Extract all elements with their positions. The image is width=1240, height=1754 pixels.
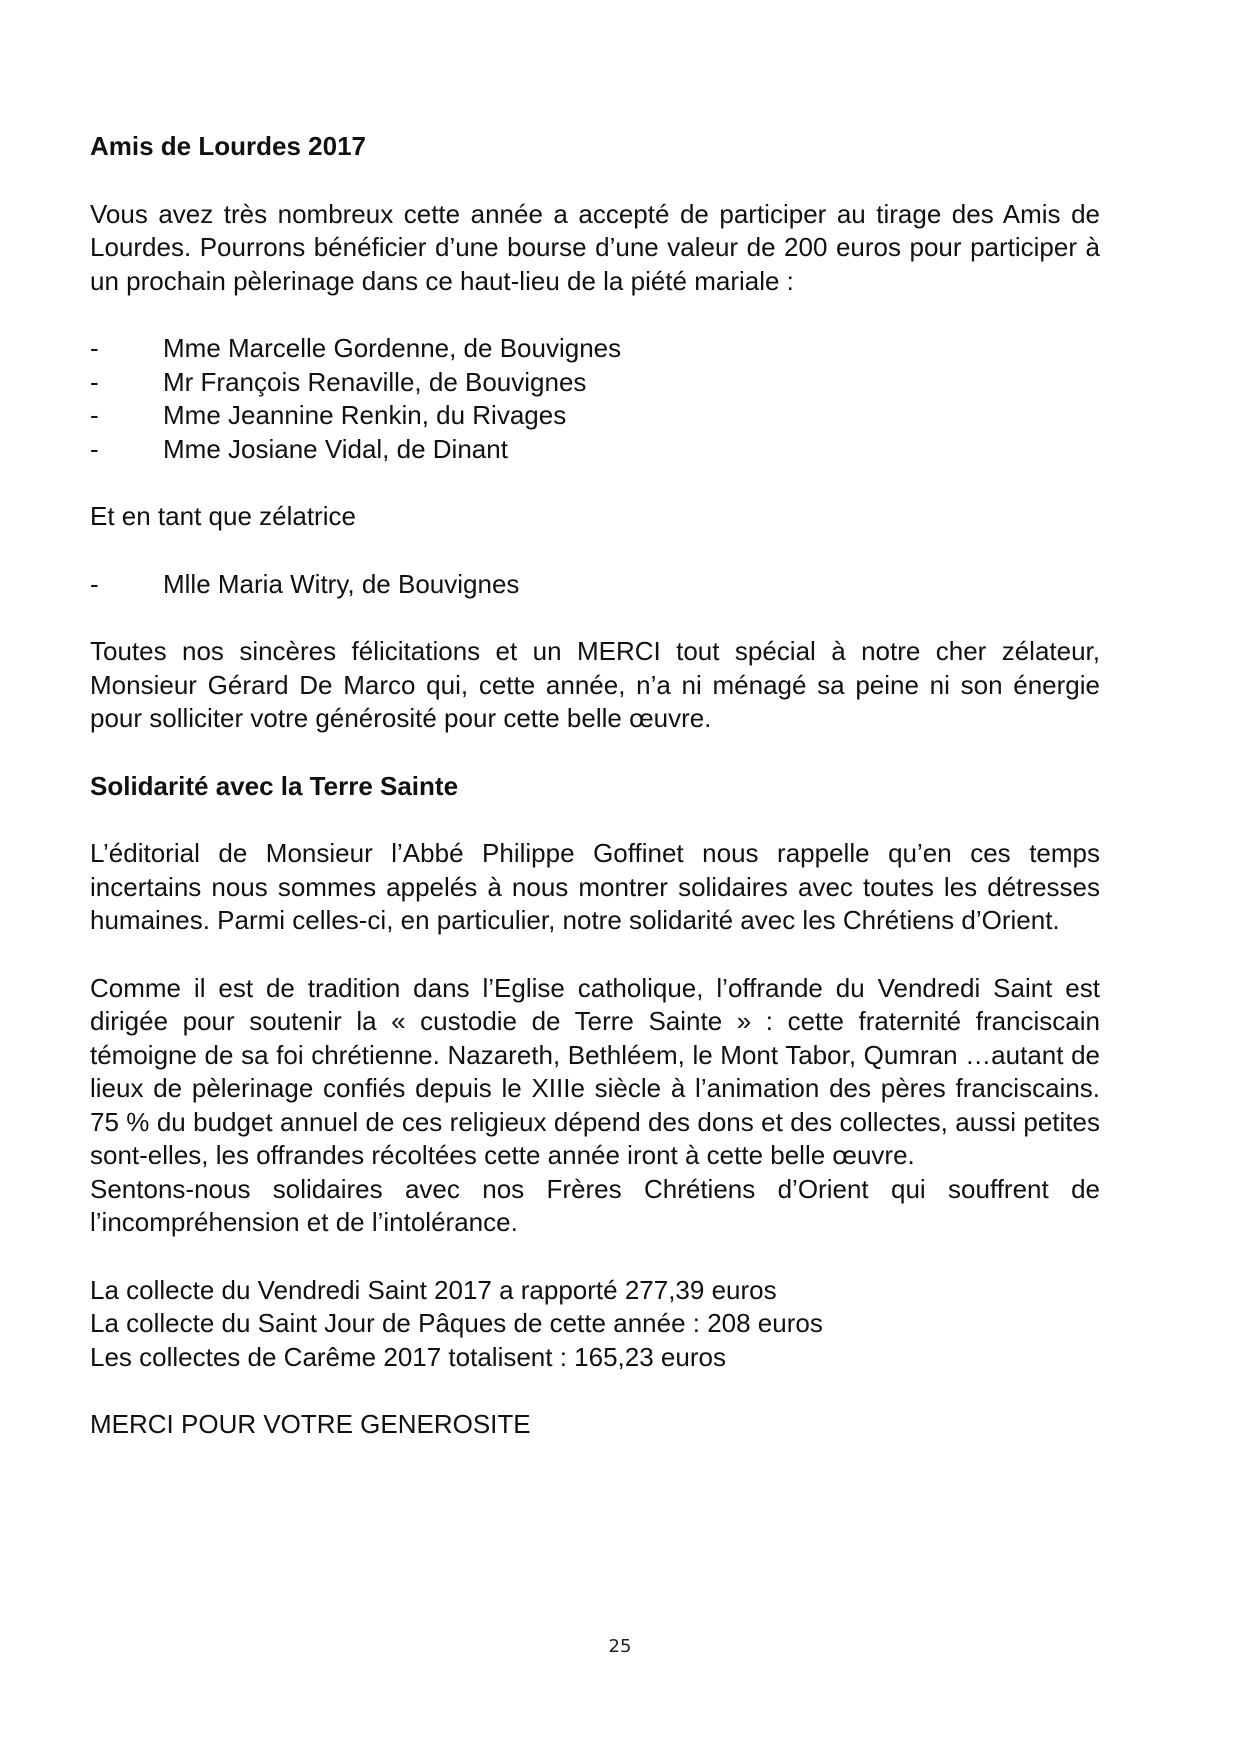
list-item (90, 366, 1100, 400)
spacer (90, 736, 1100, 770)
bullet-dash: - (90, 568, 99, 599)
bullet-dash: - (90, 400, 99, 430)
spacer (90, 164, 1100, 198)
closing-line: MERCI POUR VOTRE GENEROSITE (90, 1409, 531, 1439)
winner-name: Mme Josiane Vidal, de Dinant (163, 433, 508, 464)
editorial-paragraph: L’éditorial de Monsieur l’Abbé Philippe Goffinet nous rappelle qu’en ces temps incertains nous sommes appelés à nous montrer solidaires avec toutes les détresses humaines. Parmi celles-ci, en particulier, notre solidarité avec les Chrétiens d’Orient. (90, 838, 1100, 935)
collection-line: Les collectes de Carême 2017 totalisent : 165,23 euros (90, 1341, 726, 1372)
winner-name: Mme Jeannine Renkin, du Rivages (163, 400, 567, 430)
section-title-terre-sainte: Solidarité avec la Terre Sainte (90, 770, 459, 801)
section-title-amis-de-lourdes: Amis de Lourdes 2017 (90, 131, 366, 161)
zelatrice-name: Mlle Maria Witry, de Bouvignes (163, 568, 520, 599)
list-item (90, 332, 1100, 366)
winner-name: Mme Marcelle Gordenne, de Bouvignes (163, 333, 622, 363)
zelatrice-label: Et en tant que zélatrice (90, 501, 356, 531)
collection-line: La collecte du Saint Jour de Pâques de cette année : 208 euros (90, 1308, 823, 1338)
zelatrice-list (90, 568, 1100, 602)
spacer (90, 803, 1100, 837)
spacer (90, 1374, 1100, 1408)
solidarity-paragraph: Sentons-nous solidaires avec nos Frères Chrétiens d’Orient qui souffrent de l’incompréhension et de l’intolérance. (90, 1173, 1100, 1237)
thanks-paragraph: Toutes nos sincères félicitations et un MERCI tout spécial à notre cher zélateur, Monsieur Gérard De Marco qui, cette année, n’a ni ménagé sa peine ni son énergie pour solliciter votre générosité pour cette belle œuvre. (90, 636, 1100, 733)
list-item (90, 433, 1100, 467)
bullet-dash: - (90, 366, 99, 397)
list-item (90, 399, 1100, 433)
bullet-dash: - (90, 433, 99, 464)
list-item (90, 568, 1100, 602)
spacer (90, 938, 1100, 972)
spacer (90, 1240, 1100, 1274)
document-page (90, 130, 1100, 1442)
spacer (90, 466, 1100, 500)
spacer (90, 298, 1100, 332)
collection-line: La collecte du Vendredi Saint 2017 a rapporté 277,39 euros (90, 1274, 777, 1305)
winners-list (90, 332, 1100, 466)
spacer (90, 534, 1100, 568)
page-number: 25 (608, 1636, 632, 1657)
tradition-paragraph: Comme il est de tradition dans l’Eglise catholique, l’offrande du Vendredi Saint est dirigée pour soutenir la « custodie de Terre Sainte » : cette fraternité franciscain témoigne de sa foi chrétienne. Nazareth, Bethléem, le Mont Tabor, Qumran …autant de lieux de pèlerinage confiés depuis le XIIIe siècle à l’animation des pères franciscains. 75 % du budget annuel de ces religieux dépend des dons et des collectes, aussi petites sont-elles, les offrandes récoltées cette année iront à cette belle œuvre. (90, 972, 1100, 1170)
bullet-dash: - (90, 333, 99, 363)
intro-paragraph: Vous avez très nombreux cette année a accepté de participer au tirage des Amis de Lourdes. Pourrons bénéficier d’une bourse d’une valeur de 200 euros pour participer à un prochain pèlerinage dans ce haut-lieu de la piété mariale : (90, 198, 1100, 296)
spacer (90, 601, 1100, 635)
winner-name: Mr François Renaville, de Bouvignes (163, 366, 587, 397)
